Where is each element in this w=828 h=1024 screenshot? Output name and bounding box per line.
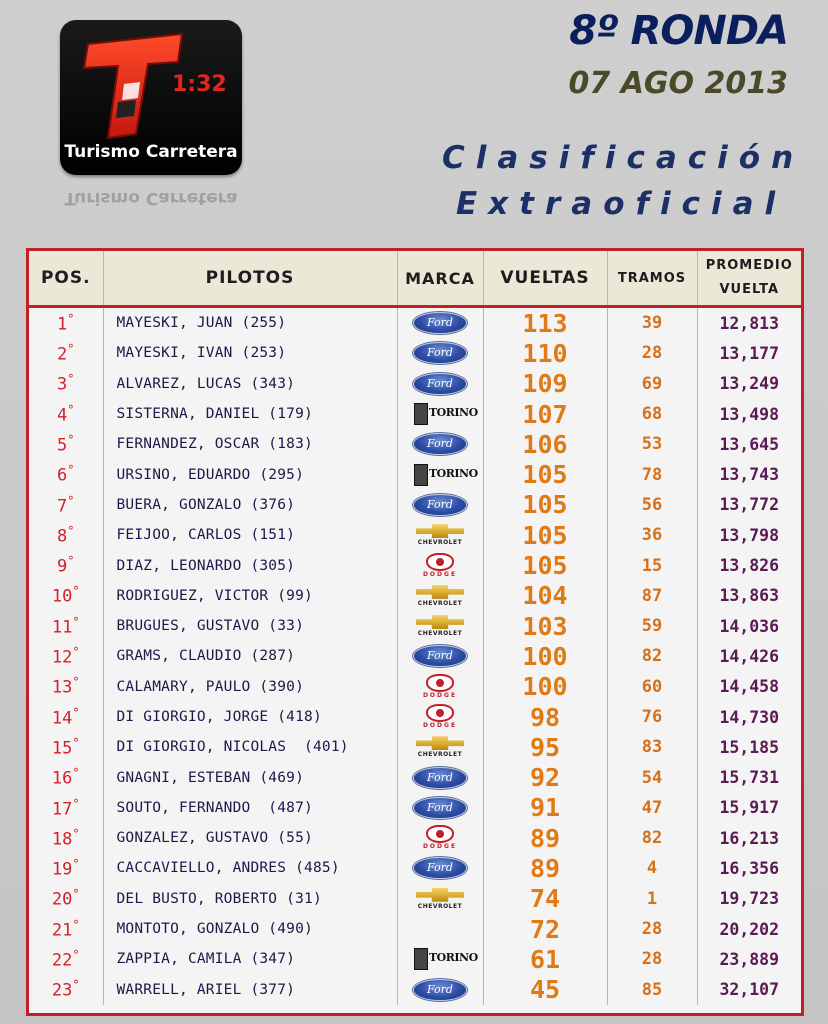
sections-value: 28	[607, 338, 697, 368]
sections-value: 28	[607, 944, 697, 974]
table-row	[29, 307, 801, 339]
pilot-name: ALVAREZ, LUCAS (343)	[103, 369, 397, 399]
pilot-name: FEIJOO, CARLOS (151)	[103, 520, 397, 550]
position-value: 23	[51, 981, 73, 1001]
position-value: 14	[51, 708, 73, 729]
position-value: 21	[51, 920, 73, 941]
position-cell	[29, 702, 103, 732]
position-value: 4	[57, 405, 68, 426]
chevrolet-logo-icon	[414, 886, 466, 912]
position-cell	[29, 762, 103, 792]
sections-value: 39	[607, 307, 697, 339]
chevrolet-bowtie-shape	[416, 736, 464, 750]
average-lap-value: 14,458	[719, 677, 780, 697]
ordinal-mark: °	[72, 675, 80, 690]
laps-value: 105	[483, 520, 607, 550]
ford-logo-text: Ford	[427, 982, 453, 996]
pilot-name: GNAGNI, ESTEBAN (469)	[103, 762, 397, 792]
position-value: 6	[57, 465, 68, 486]
pilot-name: WARRELL, ARIEL (377)	[103, 975, 397, 1005]
table-row	[29, 732, 801, 762]
brand-cell	[397, 459, 483, 489]
logo-time-label: 1:32	[172, 72, 227, 97]
ordinal-mark: °	[72, 584, 80, 599]
laps-value: 95	[483, 732, 607, 762]
ordinal-mark: °	[67, 523, 75, 538]
position-value: 16	[51, 768, 73, 789]
column-header-pos: POS.	[29, 251, 103, 307]
laps-value: 107	[483, 399, 607, 429]
table-row	[29, 429, 801, 459]
brand-cell	[397, 702, 483, 732]
position-cell	[29, 884, 103, 914]
brand-cell	[397, 611, 483, 641]
position-cell	[29, 641, 103, 671]
table-header-row	[29, 251, 801, 307]
table-row	[29, 611, 801, 641]
table-row	[29, 490, 801, 520]
torino-logo-icon	[412, 948, 478, 970]
ordinal-mark: °	[72, 796, 80, 811]
classification-table-frame	[26, 248, 804, 1016]
laps-value: 105	[483, 459, 607, 489]
average-lap-value: 14,036	[719, 616, 780, 636]
brand-cell	[397, 732, 483, 762]
torino-logo-icon	[412, 464, 478, 486]
ford-logo-text: Ford	[427, 346, 453, 360]
dodge-ram-shape	[426, 674, 454, 692]
sections-value: 69	[607, 369, 697, 399]
dodge-logo-text: DODGE	[422, 570, 458, 578]
brand-cell	[397, 307, 483, 339]
table-row	[29, 672, 801, 702]
position-value: 8	[57, 526, 68, 547]
brand-cell	[397, 672, 483, 702]
table-row	[29, 793, 801, 823]
position-value: 3	[57, 375, 68, 396]
column-header-average-line2: VUELTA	[719, 282, 780, 297]
average-lap-value: 32,107	[719, 980, 780, 1000]
position-cell	[29, 975, 103, 1005]
table-row	[29, 459, 801, 489]
ford-logo-icon	[413, 797, 467, 819]
laps-value: 106	[483, 429, 607, 459]
brand-cell	[397, 914, 483, 944]
average-lap-value: 16,356	[719, 858, 780, 878]
brand-cell	[397, 369, 483, 399]
brand-cell	[397, 581, 483, 611]
pilot-name: MAYESKI, IVAN (253)	[103, 338, 397, 368]
ordinal-mark: °	[67, 342, 75, 357]
position-value: 1	[57, 314, 68, 335]
average-lap-value: 15,185	[719, 737, 780, 757]
sections-value: 68	[607, 399, 697, 429]
sections-value: 54	[607, 762, 697, 792]
position-cell	[29, 793, 103, 823]
chevrolet-bowtie-shape	[416, 585, 464, 599]
laps-value: 100	[483, 641, 607, 671]
table-body	[29, 307, 801, 1005]
laps-value: 89	[483, 823, 607, 853]
average-lap-value: 16,213	[719, 828, 780, 848]
ford-logo-icon	[413, 342, 467, 364]
ordinal-mark: °	[72, 826, 80, 841]
pilot-name: GONZALEZ, GUSTAVO (55)	[103, 823, 397, 853]
position-cell	[29, 732, 103, 762]
sections-value: 56	[607, 490, 697, 520]
ordinal-mark: °	[72, 705, 80, 720]
laps-value: 113	[483, 307, 607, 339]
ford-logo-icon	[413, 979, 467, 1001]
torino-badge-shape	[414, 403, 428, 425]
pilot-name: DIAZ, LEONARDO (305)	[103, 550, 397, 580]
average-lap-value: 15,731	[719, 768, 780, 788]
dodge-logo-text: DODGE	[422, 722, 458, 729]
chevrolet-logo-text: CHEVROLET	[417, 539, 463, 547]
dodge-logo-icon	[414, 553, 466, 579]
ordinal-mark: °	[72, 614, 80, 629]
sections-value: 59	[607, 611, 697, 641]
pilot-name: DI GIORGIO, JORGE (418)	[103, 702, 397, 732]
average-lap-value: 14,426	[719, 646, 780, 666]
average-lap-value: 13,863	[719, 586, 780, 606]
ford-logo-icon	[413, 767, 467, 789]
ordinal-mark: °	[72, 857, 80, 872]
sections-value: 28	[607, 914, 697, 944]
position-cell	[29, 459, 103, 489]
column-header-average	[697, 251, 801, 307]
chevrolet-bowtie-shape	[416, 615, 464, 629]
ford-logo-text: Ford	[427, 376, 453, 390]
brand-cell	[397, 641, 483, 671]
sections-value: 85	[607, 975, 697, 1005]
table-row	[29, 520, 801, 550]
pilot-name: BRUGUES, GUSTAVO (33)	[103, 611, 397, 641]
brand-cell	[397, 823, 483, 853]
position-cell	[29, 853, 103, 883]
average-lap-value: 13,177	[719, 343, 780, 363]
position-value: 20	[51, 890, 73, 911]
average-lap-value: 14,730	[719, 707, 780, 727]
sections-value: 82	[607, 641, 697, 671]
pilot-name: BUERA, GONZALO (376)	[103, 490, 397, 520]
ordinal-mark: °	[72, 735, 80, 750]
position-value: 13	[51, 678, 73, 699]
ford-logo-text: Ford	[427, 316, 453, 330]
chevrolet-logo-text: CHEVROLET	[417, 599, 463, 607]
position-value: 22	[51, 950, 73, 971]
ford-logo-text: Ford	[427, 800, 453, 814]
sections-value: 60	[607, 672, 697, 702]
brand-cell	[397, 793, 483, 823]
column-header-laps: VUELTAS	[483, 251, 607, 307]
ordinal-mark: °	[67, 402, 75, 417]
chevrolet-bowtie-shape	[416, 888, 464, 902]
average-lap-value: 20,202	[719, 919, 780, 939]
ordinal-mark: °	[67, 463, 75, 478]
round-title: 8º RONDA	[569, 8, 788, 54]
ordinal-mark: °	[72, 978, 80, 993]
ordinal-mark: °	[67, 311, 75, 326]
average-lap-value: 15,917	[719, 798, 780, 818]
chevrolet-logo-text: CHEVROLET	[417, 630, 463, 638]
position-value: 10	[51, 587, 73, 608]
column-header-pilots: PILOTOS	[103, 251, 397, 307]
table-row	[29, 550, 801, 580]
sections-value: 78	[607, 459, 697, 489]
sections-value: 87	[607, 581, 697, 611]
torino-logo-text: TORINO	[429, 466, 478, 480]
dodge-ram-shape	[426, 825, 454, 843]
position-cell	[29, 369, 103, 399]
classification-title-line1: Clasificación	[442, 140, 805, 176]
column-header-average-line1: PROMEDIO	[705, 258, 793, 273]
dodge-logo-text: DODGE	[422, 691, 458, 699]
chevrolet-logo-icon	[414, 613, 466, 639]
laps-value: 91	[483, 793, 607, 823]
brand-cell	[397, 884, 483, 914]
pilot-name: MAYESKI, JUAN (255)	[103, 307, 397, 339]
position-cell	[29, 429, 103, 459]
ford-logo-text: Ford	[427, 861, 453, 875]
position-value: 17	[51, 799, 73, 820]
sections-value: 83	[607, 732, 697, 762]
average-lap-value: 13,498	[719, 404, 780, 424]
dodge-logo-icon	[414, 825, 466, 851]
average-lap-value: 13,743	[719, 465, 780, 485]
position-cell	[29, 338, 103, 368]
dodge-logo-icon	[414, 704, 466, 730]
logo-reflection: Turismo Carretera	[64, 188, 238, 208]
ordinal-mark: °	[67, 372, 75, 387]
torino-badge-shape	[414, 948, 428, 970]
logo-name-label: Turismo Carretera	[64, 142, 238, 162]
ordinal-mark: °	[72, 917, 80, 932]
dodge-ram-shape	[426, 704, 454, 722]
ford-logo-icon	[413, 433, 467, 455]
pilot-name: CALAMARY, PAULO (390)	[103, 672, 397, 702]
average-lap-value: 23,889	[719, 949, 780, 969]
laps-value: 103	[483, 611, 607, 641]
pilot-name: MONTOTO, GONZALO (490)	[103, 914, 397, 944]
average-lap-value: 13,826	[719, 556, 780, 576]
pilot-name: GRAMS, CLAUDIO (287)	[103, 641, 397, 671]
ordinal-mark: °	[67, 433, 75, 447]
laps-value: 104	[483, 581, 607, 611]
chevrolet-logo-icon	[414, 583, 466, 609]
table-row	[29, 762, 801, 792]
laps-value: 105	[483, 550, 607, 580]
brand-cell	[397, 338, 483, 368]
ford-logo-text: Ford	[427, 437, 453, 451]
sections-value: 1	[607, 884, 697, 914]
table-row	[29, 975, 801, 1005]
laps-value: 98	[483, 702, 607, 732]
ford-logo-text: Ford	[427, 770, 453, 784]
position-cell	[29, 823, 103, 853]
average-lap-value: 13,249	[719, 374, 780, 394]
laps-value: 61	[483, 944, 607, 974]
sections-value: 15	[607, 550, 697, 580]
average-lap-value: 13,772	[719, 495, 780, 515]
dodge-logo-text: DODGE	[422, 843, 458, 851]
ordinal-mark: °	[72, 887, 80, 902]
pilot-name: RODRIGUEZ, VICTOR (99)	[103, 581, 397, 611]
table-row	[29, 641, 801, 671]
chevrolet-logo-text: CHEVROLET	[417, 751, 463, 759]
chevrolet-bowtie-shape	[416, 524, 464, 538]
brand-cell	[397, 429, 483, 459]
position-value: 19	[51, 859, 73, 880]
position-cell	[29, 672, 103, 702]
position-cell	[29, 399, 103, 429]
chevrolet-logo-icon	[414, 522, 466, 548]
chevrolet-logo-icon	[414, 734, 466, 760]
position-cell	[29, 581, 103, 611]
sections-value: 47	[607, 793, 697, 823]
position-value: 7	[57, 496, 68, 517]
position-cell	[29, 611, 103, 641]
position-cell	[29, 944, 103, 974]
column-header-sections: TRAMOS	[607, 251, 697, 307]
table-row	[29, 702, 801, 732]
brand-cell	[397, 490, 483, 520]
average-lap-value: 19,723	[719, 889, 780, 909]
ordinal-mark: °	[67, 554, 75, 569]
torino-logo-text: TORINO	[429, 406, 478, 420]
sections-value: 4	[607, 853, 697, 883]
ford-logo-icon	[413, 857, 467, 879]
dodge-logo-icon	[414, 674, 466, 700]
classification-title-line2: Extraoficial	[456, 186, 787, 222]
torino-logo-icon	[412, 403, 478, 425]
sections-value: 76	[607, 702, 697, 732]
chevrolet-logo-text: CHEVROLET	[417, 902, 463, 910]
laps-value: 100	[483, 672, 607, 702]
round-date: 07 AGO 2013	[568, 66, 788, 101]
position-value: 18	[51, 829, 73, 850]
column-header-brand: MARCA	[397, 251, 483, 307]
brand-cell	[397, 520, 483, 550]
ford-logo-text: Ford	[427, 649, 453, 663]
laps-value: 105	[483, 490, 607, 520]
pilot-name: ZAPPIA, CAMILA (347)	[103, 944, 397, 974]
pilot-name: DI GIORGIO, NICOLAS (401)	[103, 732, 397, 762]
pilot-name: URSINO, EDUARDO (295)	[103, 459, 397, 489]
ford-logo-text: Ford	[427, 497, 453, 511]
average-lap-value: 13,798	[719, 525, 780, 545]
ford-logo-icon	[413, 494, 467, 516]
ordinal-mark: °	[67, 493, 75, 508]
torino-badge-shape	[414, 464, 428, 486]
laps-value: 109	[483, 369, 607, 399]
position-value: 12	[51, 647, 73, 668]
table-row	[29, 581, 801, 611]
turismo-carretera-logo	[60, 20, 242, 175]
ford-logo-icon	[413, 312, 467, 334]
laps-value: 110	[483, 338, 607, 368]
brand-cell	[397, 975, 483, 1005]
position-value: 15	[51, 738, 73, 759]
brand-cell	[397, 550, 483, 580]
table-row	[29, 944, 801, 974]
average-lap-value: 12,813	[719, 313, 780, 333]
position-cell	[29, 520, 103, 550]
position-value: 11	[51, 617, 73, 638]
table-row	[29, 338, 801, 368]
ford-logo-icon	[413, 645, 467, 667]
laps-value: 92	[483, 762, 607, 792]
laps-value: 45	[483, 975, 607, 1005]
pilot-name: FERNANDEZ, OSCAR (183)	[103, 429, 397, 459]
table-row	[29, 369, 801, 399]
laps-value: 89	[483, 853, 607, 883]
position-cell	[29, 550, 103, 580]
position-value: 2	[57, 344, 68, 365]
brand-cell	[397, 399, 483, 429]
position-cell	[29, 307, 103, 339]
table-row	[29, 853, 801, 883]
ordinal-mark: °	[72, 948, 80, 963]
ford-logo-icon	[413, 373, 467, 395]
laps-value: 74	[483, 884, 607, 914]
position-cell	[29, 490, 103, 520]
brand-cell	[397, 853, 483, 883]
dodge-ram-shape	[426, 553, 454, 571]
torino-logo-text: TORINO	[429, 951, 478, 965]
ordinal-mark: °	[72, 645, 80, 660]
table-row	[29, 823, 801, 853]
position-cell	[29, 914, 103, 944]
table-row	[29, 914, 801, 944]
average-lap-value: 13,645	[719, 434, 780, 454]
sections-value: 82	[607, 823, 697, 853]
sections-value: 36	[607, 520, 697, 550]
table-row	[29, 884, 801, 914]
table-row	[29, 399, 801, 429]
position-value: 9	[57, 556, 68, 577]
classification-table	[29, 251, 801, 1005]
laps-value: 72	[483, 914, 607, 944]
pilot-name: DEL BUSTO, ROBERTO (31)	[103, 884, 397, 914]
pilot-name: SOUTO, FERNANDO (487)	[103, 793, 397, 823]
sections-value: 53	[607, 429, 697, 459]
brand-cell	[397, 944, 483, 974]
pilot-name: CACCAVIELLO, ANDRES (485)	[103, 853, 397, 883]
ordinal-mark: °	[72, 766, 80, 781]
pilot-name: SISTERNA, DANIEL (179)	[103, 399, 397, 429]
brand-cell	[397, 762, 483, 792]
position-value: 5	[57, 435, 68, 456]
